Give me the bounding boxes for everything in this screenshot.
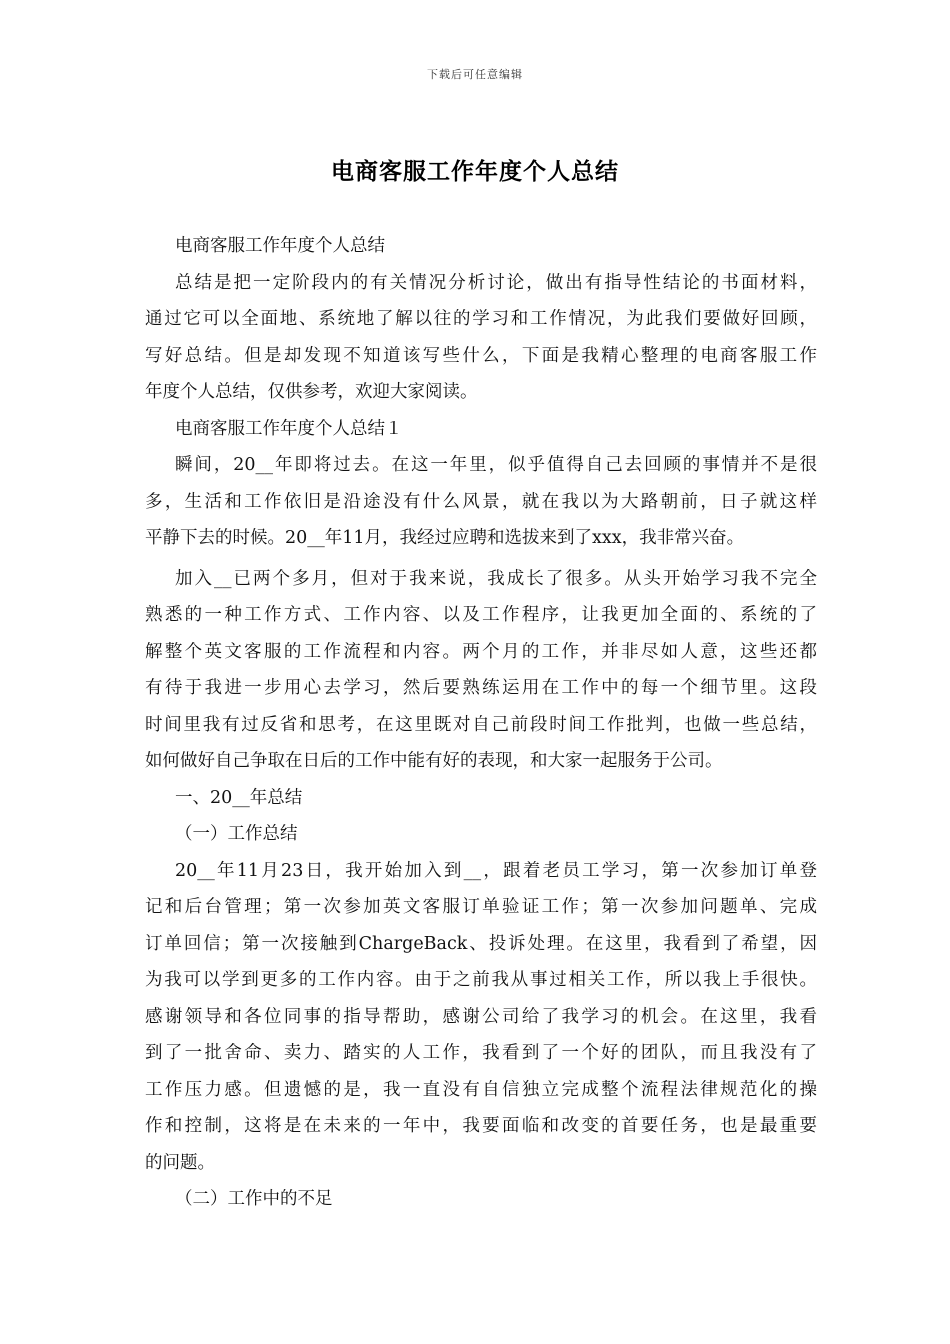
paragraph-line: 如何做好自己争取在日后的工作中能有好的表现，和大家一起服务于公司。 [145, 751, 723, 771]
paragraph-line: 加入__已两个多月，但对于我来说，我成长了很多。从头开始学习我不完全 [175, 568, 817, 589]
paragraph-line: 时间里我有过反省和思考，在这里既对自己前段时间工作批判，也做一些总结， [145, 714, 817, 735]
paragraph-line: 记和后台管理；第一次参加英文客服订单验证工作；第一次参加问题单、完成 [145, 897, 817, 917]
paragraph-line: 电商客服工作年度个人总结 [175, 236, 385, 256]
paragraph-line: 熟悉的一种工作方式、工作内容、以及工作程序，让我更加全面的、系统的了 [145, 605, 817, 625]
document-body [145, 228, 817, 1218]
section-heading: 一、20__年总结 [175, 787, 303, 808]
paragraph-line: 工作压力感。但遗憾的是，我一直没有自信独立完成整个流程法律规范化的操 [145, 1079, 817, 1100]
subsection-heading: （一）工作总结 [175, 824, 298, 844]
paragraph-line: 瞬间，20__年即将过去。在这一年里，似乎值得自己去回顾的事情并不是很 [175, 455, 817, 475]
paragraph-line: 订单回信；第一次接触到ChargeBack、投诉处理。在这里，我看到了希望，因 [145, 933, 817, 954]
paragraph-line: 总结是把一定阶段内的有关情况分析讨论，做出有指导性结论的书面材料， [175, 272, 817, 293]
paragraph-line: 平静下去的时候。20__年11月，我经过应聘和选拔来到了xxx，我非常兴奋。 [145, 528, 745, 548]
paragraph-line: 为我可以学到更多的工作内容。由于之前我从事过相关工作，所以我上手很快。 [145, 970, 817, 990]
header-note: 下载后可任意编辑 [427, 68, 523, 81]
paragraph-line: 有待于我进一步用心去学习，然后要熟练运用在工作中的每一个细节里。这段 [145, 678, 817, 698]
paragraph-line: 20__年11月23日，我开始加入到__，跟着老员工学习，第一次参加订单登 [175, 860, 817, 881]
paragraph-line: 通过它可以全面地、系统地了解以往的学习和工作情况，为此我们要做好回顾， [145, 309, 817, 329]
paragraph-line: 的问题。 [145, 1152, 215, 1173]
paragraph-line: 解整个英文客服的工作流程和内容。两个月的工作，并非尽如人意，这些还都 [145, 641, 817, 662]
paragraph-line: 作和控制，这将是在未来的一年中，我要面临和改变的首要任务，也是最重要 [145, 1116, 817, 1136]
document-title: 电商客服工作年度个人总结 [331, 158, 619, 185]
paragraph-line: 写好总结。但是却发现不知道该写些什么，下面是我精心整理的电商客服工作 [145, 345, 817, 366]
paragraph-line: 年度个人总结，仅供参考，欢迎大家阅读。 [145, 382, 478, 402]
subsection-heading: （二）工作中的不足 [175, 1189, 333, 1209]
paragraph-line: 感谢领导和各位同事的指导帮助，感谢公司给了我学习的机会。在这里，我看 [145, 1006, 817, 1027]
paragraph-line: 到了一批舍命、卖力、踏实的人工作，我看到了一个好的团队，而且我没有了 [145, 1043, 817, 1063]
paragraph-line: 多，生活和工作依旧是沿途没有什么风景，就在我以为大路朝前，日子就这样 [145, 491, 817, 512]
paragraph-line: 电商客服工作年度个人总结１ [175, 418, 403, 439]
